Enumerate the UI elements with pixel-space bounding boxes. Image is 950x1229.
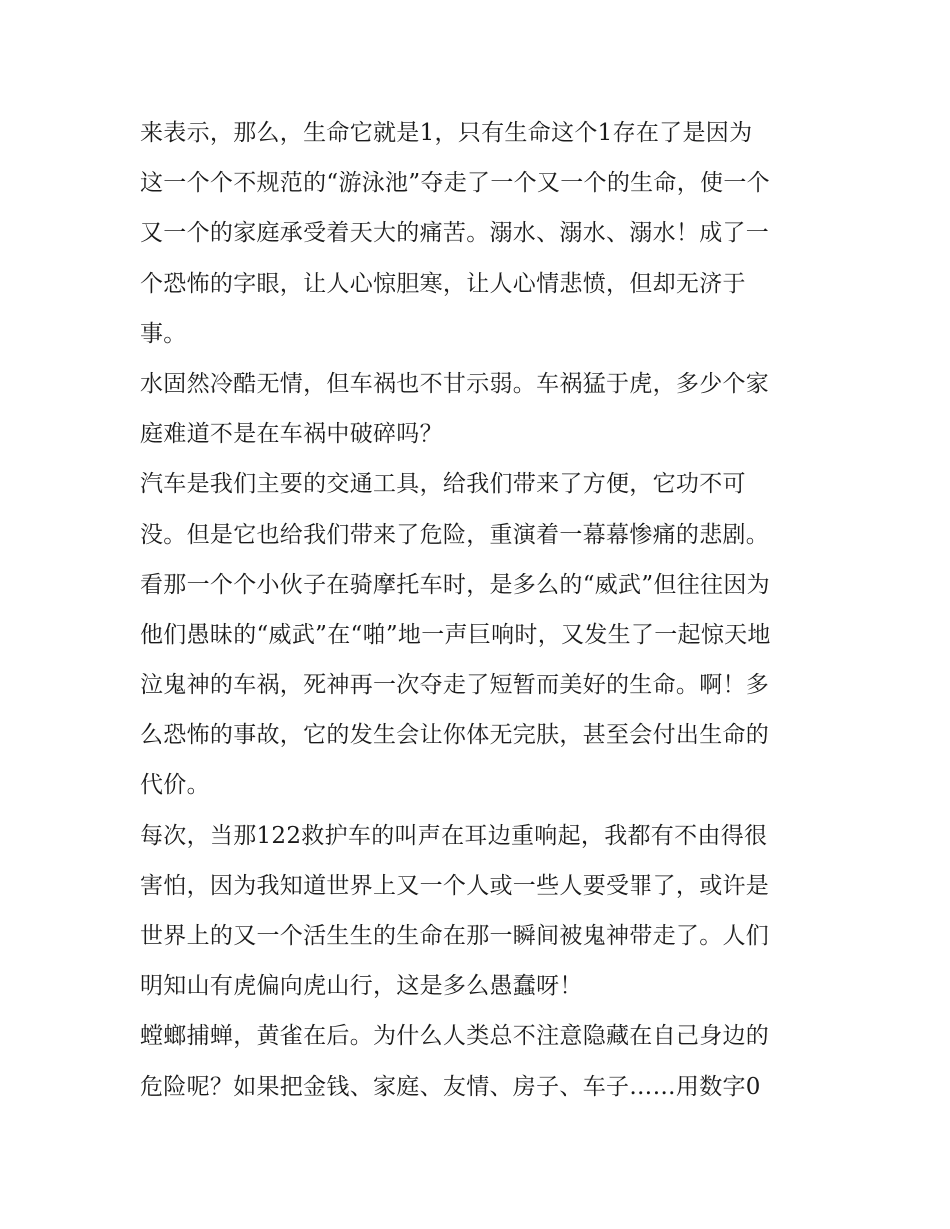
text-line: 没。但是它也给我们带来了危险，重演着一幕幕惨痛的悲剧。 [140,521,770,548]
text-line: 每次，当那122救护车的叫声在耳边重响起，我都有不由得很 [140,822,768,849]
text-line: 这一个个不规范的“游泳池”夺走了一个又一个的生命，使一个 [140,170,770,197]
text-line: 他们愚昧的“威武”在“啪”地一声巨响时，又发生了一起惊天地 [140,621,771,648]
text-line: 庭难道不是在车祸中破碎吗？ [140,421,443,448]
text-line: 害怕，因为我知道世界上又一个人或一些人要受罪了，或许是 [140,872,770,899]
text-line: 来表示，那么，生命它就是1，只有生命这个1存在了是因为 [140,120,753,146]
document-body [140,108,820,1112]
text-line: 汽车是我们主要的交通工具，给我们带来了方便，它功不可 [140,471,746,498]
text-line: 螳螂捕蝉，黄雀在后。为什么人类总不注意隐藏在自己身边的 [140,1023,770,1050]
text-line: 泣鬼神的车祸，死神再一次夺走了短暂而美好的生命。啊！多 [140,672,770,699]
text-line: 世界上的又一个活生生的生命在那一瞬间被鬼神带走了。人们 [140,923,770,949]
text-line: 危险呢？如果把金钱、家庭、友情、房子、车子……用数字0 [140,1073,761,1100]
text-line: 个恐怖的字眼，让人心惊胆寒，让人心情悲愤，但却无济于 [140,270,746,297]
text-line: 代价。 [140,772,210,799]
text-line: 看那一个个小伙子在骑摩托车时，是多么的“威武”但往往因为 [140,571,770,598]
text-line: 么恐怖的事故，它的发生会让你体无完肤，甚至会付出生命的 [140,722,770,749]
text-line: 又一个的家庭承受着天大的痛苦。溺水、溺水、溺水！成了一 [140,220,770,247]
text-line: 事。 [140,320,187,347]
text-line: 水固然冷酷无情，但车祸也不甘示弱。车祸猛于虎，多少个家 [140,370,770,397]
text-line: 明知山有虎偏向虎山行，这是多么愚蠢呀！ [140,973,583,1000]
